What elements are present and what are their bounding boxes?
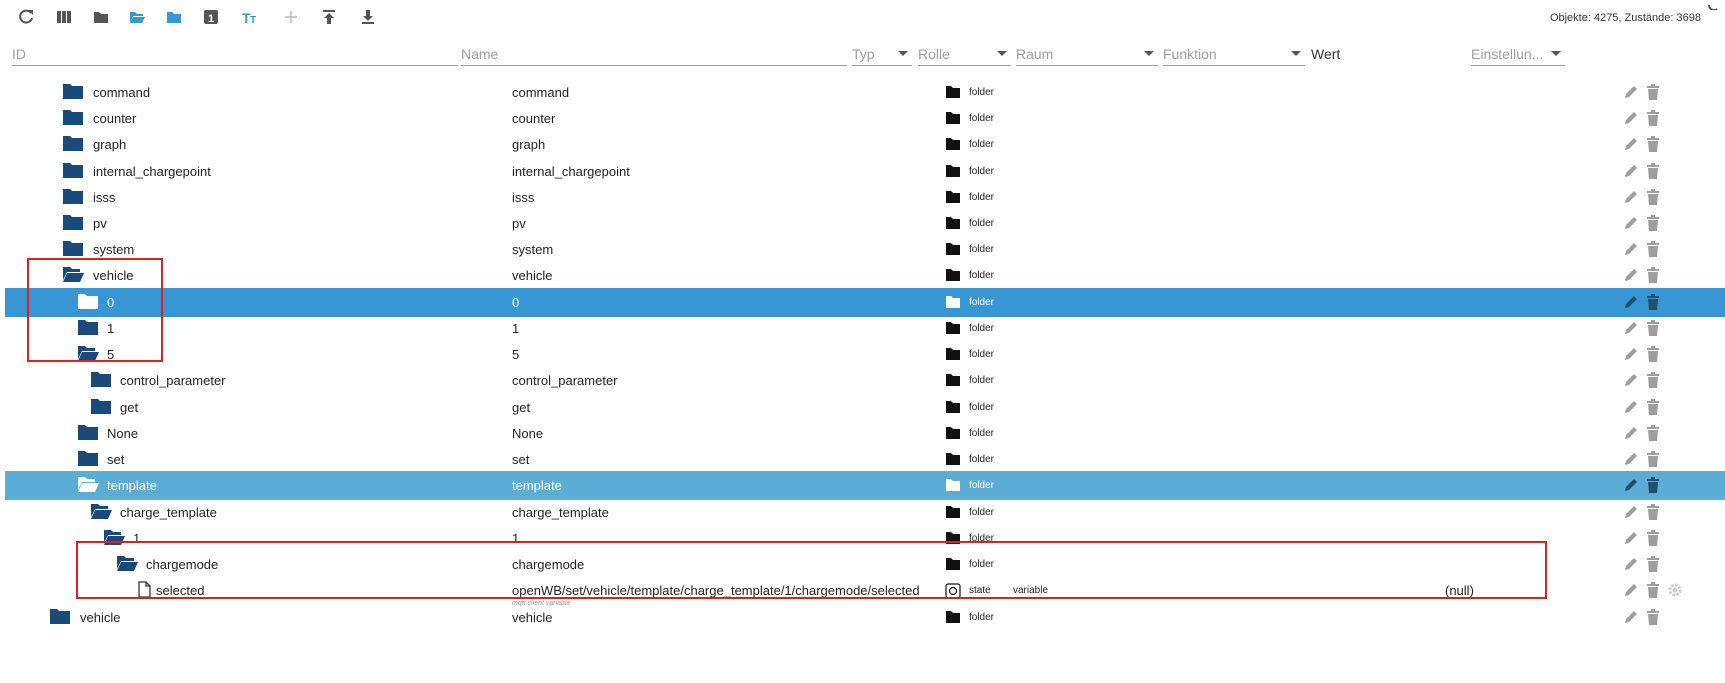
gear-icon[interactable] [1667,582,1683,598]
partial-icon [1707,0,1719,10]
object-name: get [512,400,531,415]
object-name: 1 [512,531,520,546]
chevron-down-icon [898,51,908,56]
id-filter-input[interactable] [12,42,458,66]
folder-icon[interactable] [62,188,84,205]
trash-icon[interactable] [1646,267,1660,283]
object-id: vehicle [80,610,121,625]
object-name: vehicle [512,610,553,625]
folder-open-icon[interactable] [90,503,112,520]
object-id: set [107,452,125,467]
chevron-down-icon [1291,51,1301,56]
object-type: folder [969,612,995,623]
object-id: system [93,242,135,257]
folder-type-icon [945,478,961,492]
refresh-button[interactable] [15,8,37,30]
pencil-icon[interactable] [1623,320,1639,336]
svg-text:T: T [250,14,257,26]
pencil-icon[interactable] [1623,189,1639,205]
folder-type-icon [945,111,961,125]
object-id: charge_template [120,505,217,520]
room-filter-label: Raum [1016,45,1054,62]
object-name: control_parameter [512,373,618,388]
upload-button[interactable] [318,8,340,30]
object-type: folder [969,166,995,177]
pencil-icon[interactable] [1623,84,1639,100]
pencil-icon[interactable] [1623,267,1639,283]
highlight-box-vehicle [27,258,163,362]
download-button[interactable] [357,8,379,30]
table-header [0,38,1725,70]
object-id: chargemode [146,557,219,572]
pencil-icon[interactable] [1623,215,1639,231]
object-id: control_parameter [120,373,226,388]
pencil-icon[interactable] [1623,451,1639,467]
object-name: internal_chargepoint [512,164,630,179]
trash-icon[interactable] [1646,530,1660,546]
object-id: 5 [107,347,115,362]
table-row[interactable] [5,235,1725,264]
folder-type-icon [945,295,961,309]
object-id: None [107,426,139,441]
object-type: folder [969,87,995,98]
object-id: 1 [107,321,115,336]
folder-type-icon [945,610,961,624]
trash-icon[interactable] [1646,215,1660,231]
object-id: 0 [107,295,115,310]
folder-blue-icon [165,8,183,31]
folder-type-icon [945,347,961,361]
object-name: 1 [512,321,520,336]
object-id: command [93,85,151,100]
folder-closed-button[interactable] [90,8,112,30]
object-id: graph [93,137,127,152]
pencil-icon[interactable] [1623,609,1639,625]
object-name: template [512,478,562,493]
table-row[interactable] [5,498,1725,527]
table-row[interactable] [5,445,1725,474]
settings-column-select[interactable] [1471,42,1565,66]
toolbar [0,0,1725,36]
trash-icon[interactable] [1646,504,1660,520]
trash-icon[interactable] [1646,294,1660,310]
object-type: folder [969,323,995,334]
pencil-icon[interactable] [1623,425,1639,441]
object-type: folder [969,480,995,491]
download-icon [359,8,377,31]
trash-icon[interactable] [1646,451,1660,467]
folder-closed-icon [92,8,110,31]
table-row[interactable] [5,471,1725,500]
object-name: 5 [512,347,520,362]
folder-icon[interactable] [77,450,99,467]
object-name: isss [512,190,535,205]
object-type: folder [969,375,995,386]
table-row[interactable] [5,393,1725,422]
trash-icon[interactable] [1646,84,1660,100]
type-filter-label: Typ [852,45,875,62]
folder-type-icon [945,85,961,99]
folder-open-icon[interactable] [77,476,99,493]
object-type: folder [969,428,995,439]
pencil-icon[interactable] [1623,136,1639,152]
number-1-button[interactable] [200,8,222,30]
pencil-icon[interactable] [1623,241,1639,257]
highlight-box-chargemode [76,541,1547,599]
object-id: counter [93,111,137,126]
object-name: chargemode [512,557,585,572]
object-name: set [512,452,530,467]
object-id: get [120,400,139,415]
object-id: isss [93,190,116,205]
object-counts: Objekte: 4275, Zustände: 3698 [1549,12,1701,24]
object-name-sub: mqtt client variable [512,600,571,607]
folder-open-icon [128,8,146,31]
table-row[interactable] [5,603,1725,632]
folder-type-icon [945,400,961,414]
object-type: folder [969,454,995,465]
function-filter-select[interactable] [1163,42,1305,66]
columns-icon [55,8,73,31]
table-row[interactable] [5,157,1725,186]
refresh-icon [17,8,35,31]
folder-icon[interactable] [49,608,71,625]
upload-icon [320,8,338,31]
chevron-down-icon [997,51,1007,56]
object-id: vehicle [93,268,134,283]
object-name: openWB/set/vehicle/template/charge_template/1/chargemode/selected [512,583,920,598]
pencil-icon[interactable] [1623,582,1639,598]
trash-icon[interactable] [1646,346,1660,362]
folder-icon[interactable] [62,135,84,152]
folder-icon[interactable] [62,83,84,100]
function-filter-label: Funktion [1163,45,1217,62]
pencil-icon[interactable] [1623,556,1639,572]
trash-icon[interactable] [1646,163,1660,179]
table-row[interactable] [5,340,1725,369]
folder-icon[interactable] [62,214,84,231]
chevron-down-icon [1144,51,1154,56]
trash-icon[interactable] [1646,241,1660,257]
table-row[interactable] [5,104,1725,133]
pencil-icon[interactable] [1623,110,1639,126]
folder-icon[interactable] [62,240,84,257]
type-filter-select[interactable] [852,42,912,66]
pencil-icon[interactable] [1623,504,1639,520]
object-type: folder [969,218,995,229]
object-id: pv [93,216,107,231]
folder-icon[interactable] [90,398,112,415]
table-row[interactable] [5,419,1725,448]
table-row[interactable] [5,209,1725,238]
pencil-icon[interactable] [1623,346,1639,362]
pencil-icon[interactable] [1623,477,1639,493]
svg-text:1: 1 [207,12,215,25]
object-type: folder [969,297,995,308]
object-name: None [512,426,544,441]
object-id: template [107,478,157,493]
settings-column-label: Einstellun... [1471,45,1544,62]
role-filter-select[interactable] [918,42,1011,66]
object-id: 1 [133,531,141,546]
folder-icon[interactable] [62,162,84,179]
folder-icon[interactable] [62,109,84,126]
folder-type-icon [945,137,961,151]
folder-icon[interactable] [90,371,112,388]
folder-open-button[interactable] [126,8,148,30]
object-type: folder [969,270,995,281]
table-row[interactable] [5,261,1725,290]
table-row[interactable] [5,183,1725,212]
object-name: graph [512,137,546,152]
trash-icon[interactable] [1646,477,1660,493]
room-filter-select[interactable] [1016,42,1158,66]
chevron-down-icon [1551,51,1561,56]
pencil-icon[interactable] [1623,399,1639,415]
folder-blue-button[interactable] [163,8,185,30]
folder-type-icon [945,190,961,204]
trash-icon[interactable] [1646,189,1660,205]
object-name: pv [512,216,526,231]
trash-icon[interactable] [1646,582,1660,598]
object-type: folder [969,402,995,413]
id-filter-placeholder: ID [12,45,26,62]
table-row[interactable] [5,288,1725,317]
text-size-button[interactable] [239,8,261,30]
object-name: system [512,242,554,257]
pencil-icon[interactable] [1623,372,1639,388]
trash-icon[interactable] [1646,110,1660,126]
pencil-icon[interactable] [1623,294,1639,310]
columns-button[interactable] [53,8,75,30]
folder-type-icon [945,505,961,519]
trash-icon[interactable] [1646,320,1660,336]
name-filter-placeholder: Name [461,45,499,62]
folder-type-icon [945,242,961,256]
object-name: vehicle [512,268,553,283]
trash-icon[interactable] [1646,556,1660,572]
table-row[interactable] [5,78,1725,107]
trash-icon[interactable] [1646,425,1660,441]
table-row[interactable] [5,130,1725,159]
object-name: counter [512,111,556,126]
object-name: 0 [512,295,520,310]
object-name: command [512,85,570,100]
object-value[interactable]: (null) [1445,583,1474,598]
object-type: folder [969,533,995,544]
folder-type-icon [945,164,961,178]
trash-icon[interactable] [1646,136,1660,152]
name-filter-input[interactable] [461,42,847,66]
object-role: variable [1013,585,1049,596]
pencil-icon[interactable] [1623,530,1639,546]
object-type: folder [969,559,995,570]
add-button[interactable] [280,8,302,30]
folder-type-icon [945,321,961,335]
pencil-icon[interactable] [1623,163,1639,179]
object-type: folder [969,113,995,124]
object-type: folder [969,244,995,255]
role-filter-label: Rolle [918,45,950,62]
folder-icon[interactable] [77,424,99,441]
folder-type-icon [945,373,961,387]
object-type: folder [969,507,995,518]
text-size-icon [241,8,259,31]
object-id: selected [156,583,205,598]
folder-type-icon [945,216,961,230]
add-icon [282,8,300,31]
trash-icon[interactable] [1646,399,1660,415]
trash-icon[interactable] [1646,372,1660,388]
value-column-header: Wert [1311,46,1341,62]
number-1-icon [202,8,220,31]
object-type: folder [969,349,995,360]
object-name: charge_template [512,505,609,520]
object-type: folder [969,192,995,203]
table-row[interactable] [5,366,1725,395]
folder-type-icon [945,268,961,282]
table-row[interactable] [5,314,1725,343]
folder-type-icon [945,426,961,440]
folder-type-icon [945,452,961,466]
svg-text:T: T [242,9,251,26]
object-type: folder [969,139,995,150]
object-id: internal_chargepoint [93,164,211,179]
trash-icon[interactable] [1646,609,1660,625]
object-type: state [969,585,991,596]
